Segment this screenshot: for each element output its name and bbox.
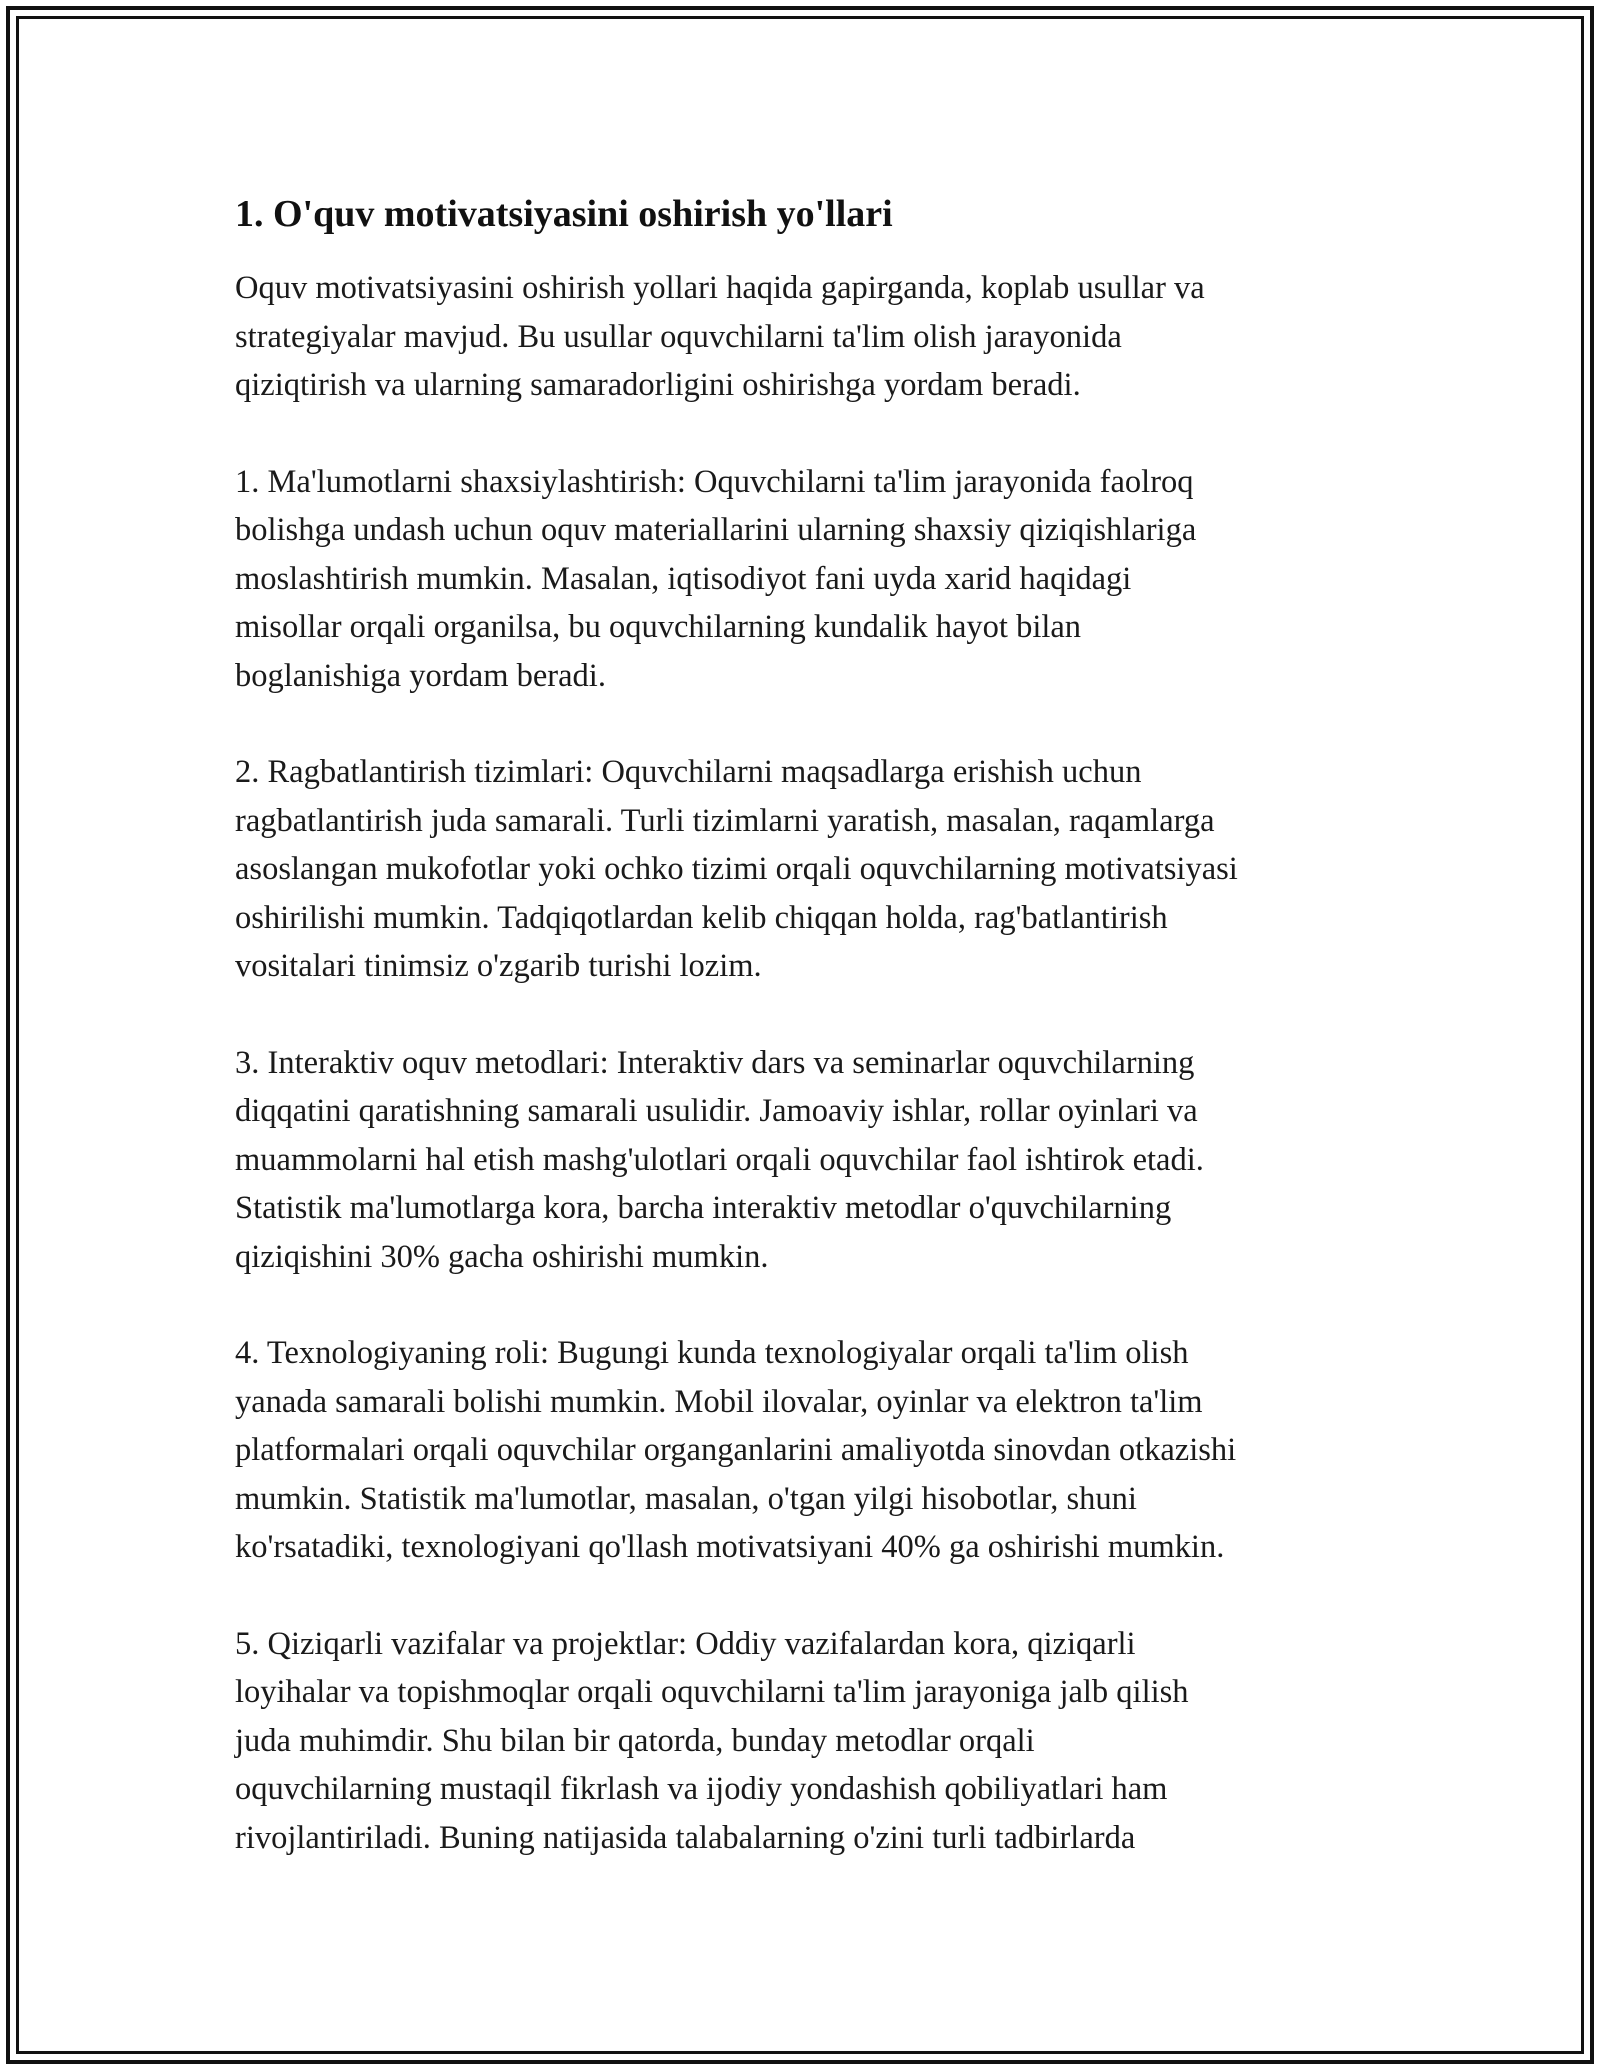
paragraph-technology-role: 4. Texnologiyaning roli: Bugungi kunda texnologiyalar orqali ta'lim olish yanada samarali bolishi mumkin. Mobil ilovalar, oyinlar va elektron ta'lim platformalari orqali oquvchilar organganlarini amaliyotda sinovdan otkazishi mumkin. Statistik ma'lumotlar, masalan, o'tgan yilgi hisobotlar, shuni ko'rsatadiki, texnologiyani qo'llash motivatsiyani 40% ga oshirishi mumkin. [235, 1335, 1237, 1565]
document-title: 1. O'quv motivatsiyasini oshirish yo'llari [235, 193, 893, 235]
paragraph-personalization: 1. Ma'lumotlarni shaxsiylashtirish: Oquvchilarni ta'lim jarayonida faolroq bolishga undash uchun oquv materiallarini ularning shaxsiy qiziqishlariga moslashtirish mumkin. Masalan, iqtisodiyot fani uyda xarid haqidagi misollar orqali organilsa, bu oquvchilarning kundalik hayot bilan boglanishiga yordam beradi. [235, 463, 1197, 694]
paragraph-intro: Oquv motivatsiyasini oshirish yollari haqida gapirganda, koplab usullar va strategiyalar mavjud. Bu usullar oquvchilarni ta'lim olish jarayonida qiziqtirish va ularning samaradorligini oshirishga yordam beradi. [235, 270, 1205, 403]
document-body [235, 186, 1385, 1862]
paragraph-interactive-methods: 3. Interaktiv oquv metodlari: Interaktiv dars va seminarlar oquvchilarning diqqatini qaratishning samarali usulidir. Jamoaviy ishlar, rollar oyinlari va muammolarni hal etish mashg'ulotlari orqali oquvchilar faol ishtirok etadi. Statistik ma'lumotlarga kora, barcha interaktiv metodlar o'quvchilarning qiziqishini 30% gacha oshirishi mumkin. [235, 1044, 1204, 1275]
paragraph-incentive-systems: 2. Ragbatlantirish tizimlari: Oquvchilarni maqsadlarga erishish uchun ragbatlantirish juda samarali. Turli tizimlarni yaratish, masalan, raqamlarga asoslangan mukofotlar yoki ochko tizimi orqali oquvchilarning motivatsiyasi oshirilishi mumkin. Tadqiqotlardan kelib chiqqan holda, rag'batlantirish vositalari tinimsiz o'zgarib turishi lozim. [235, 754, 1238, 984]
paragraph-interesting-tasks: 5. Qiziqarli vazifalar va projektlar: Oddiy vazifalardan kora, qiziqarli loyihalar va topishmoqlar orqali oquvchilarni ta'lim jarayoniga jalb qilish juda muhimdir. Shu bilan bir qatorda, bunday metodlar orqali oquvchilarning mustaqil fikrlash va ijodiy yondashish qobiliyatlari ham rivojlantiriladi. Buning natijasida talabalarning o'zini turli tadbirlarda [235, 1625, 1189, 1856]
